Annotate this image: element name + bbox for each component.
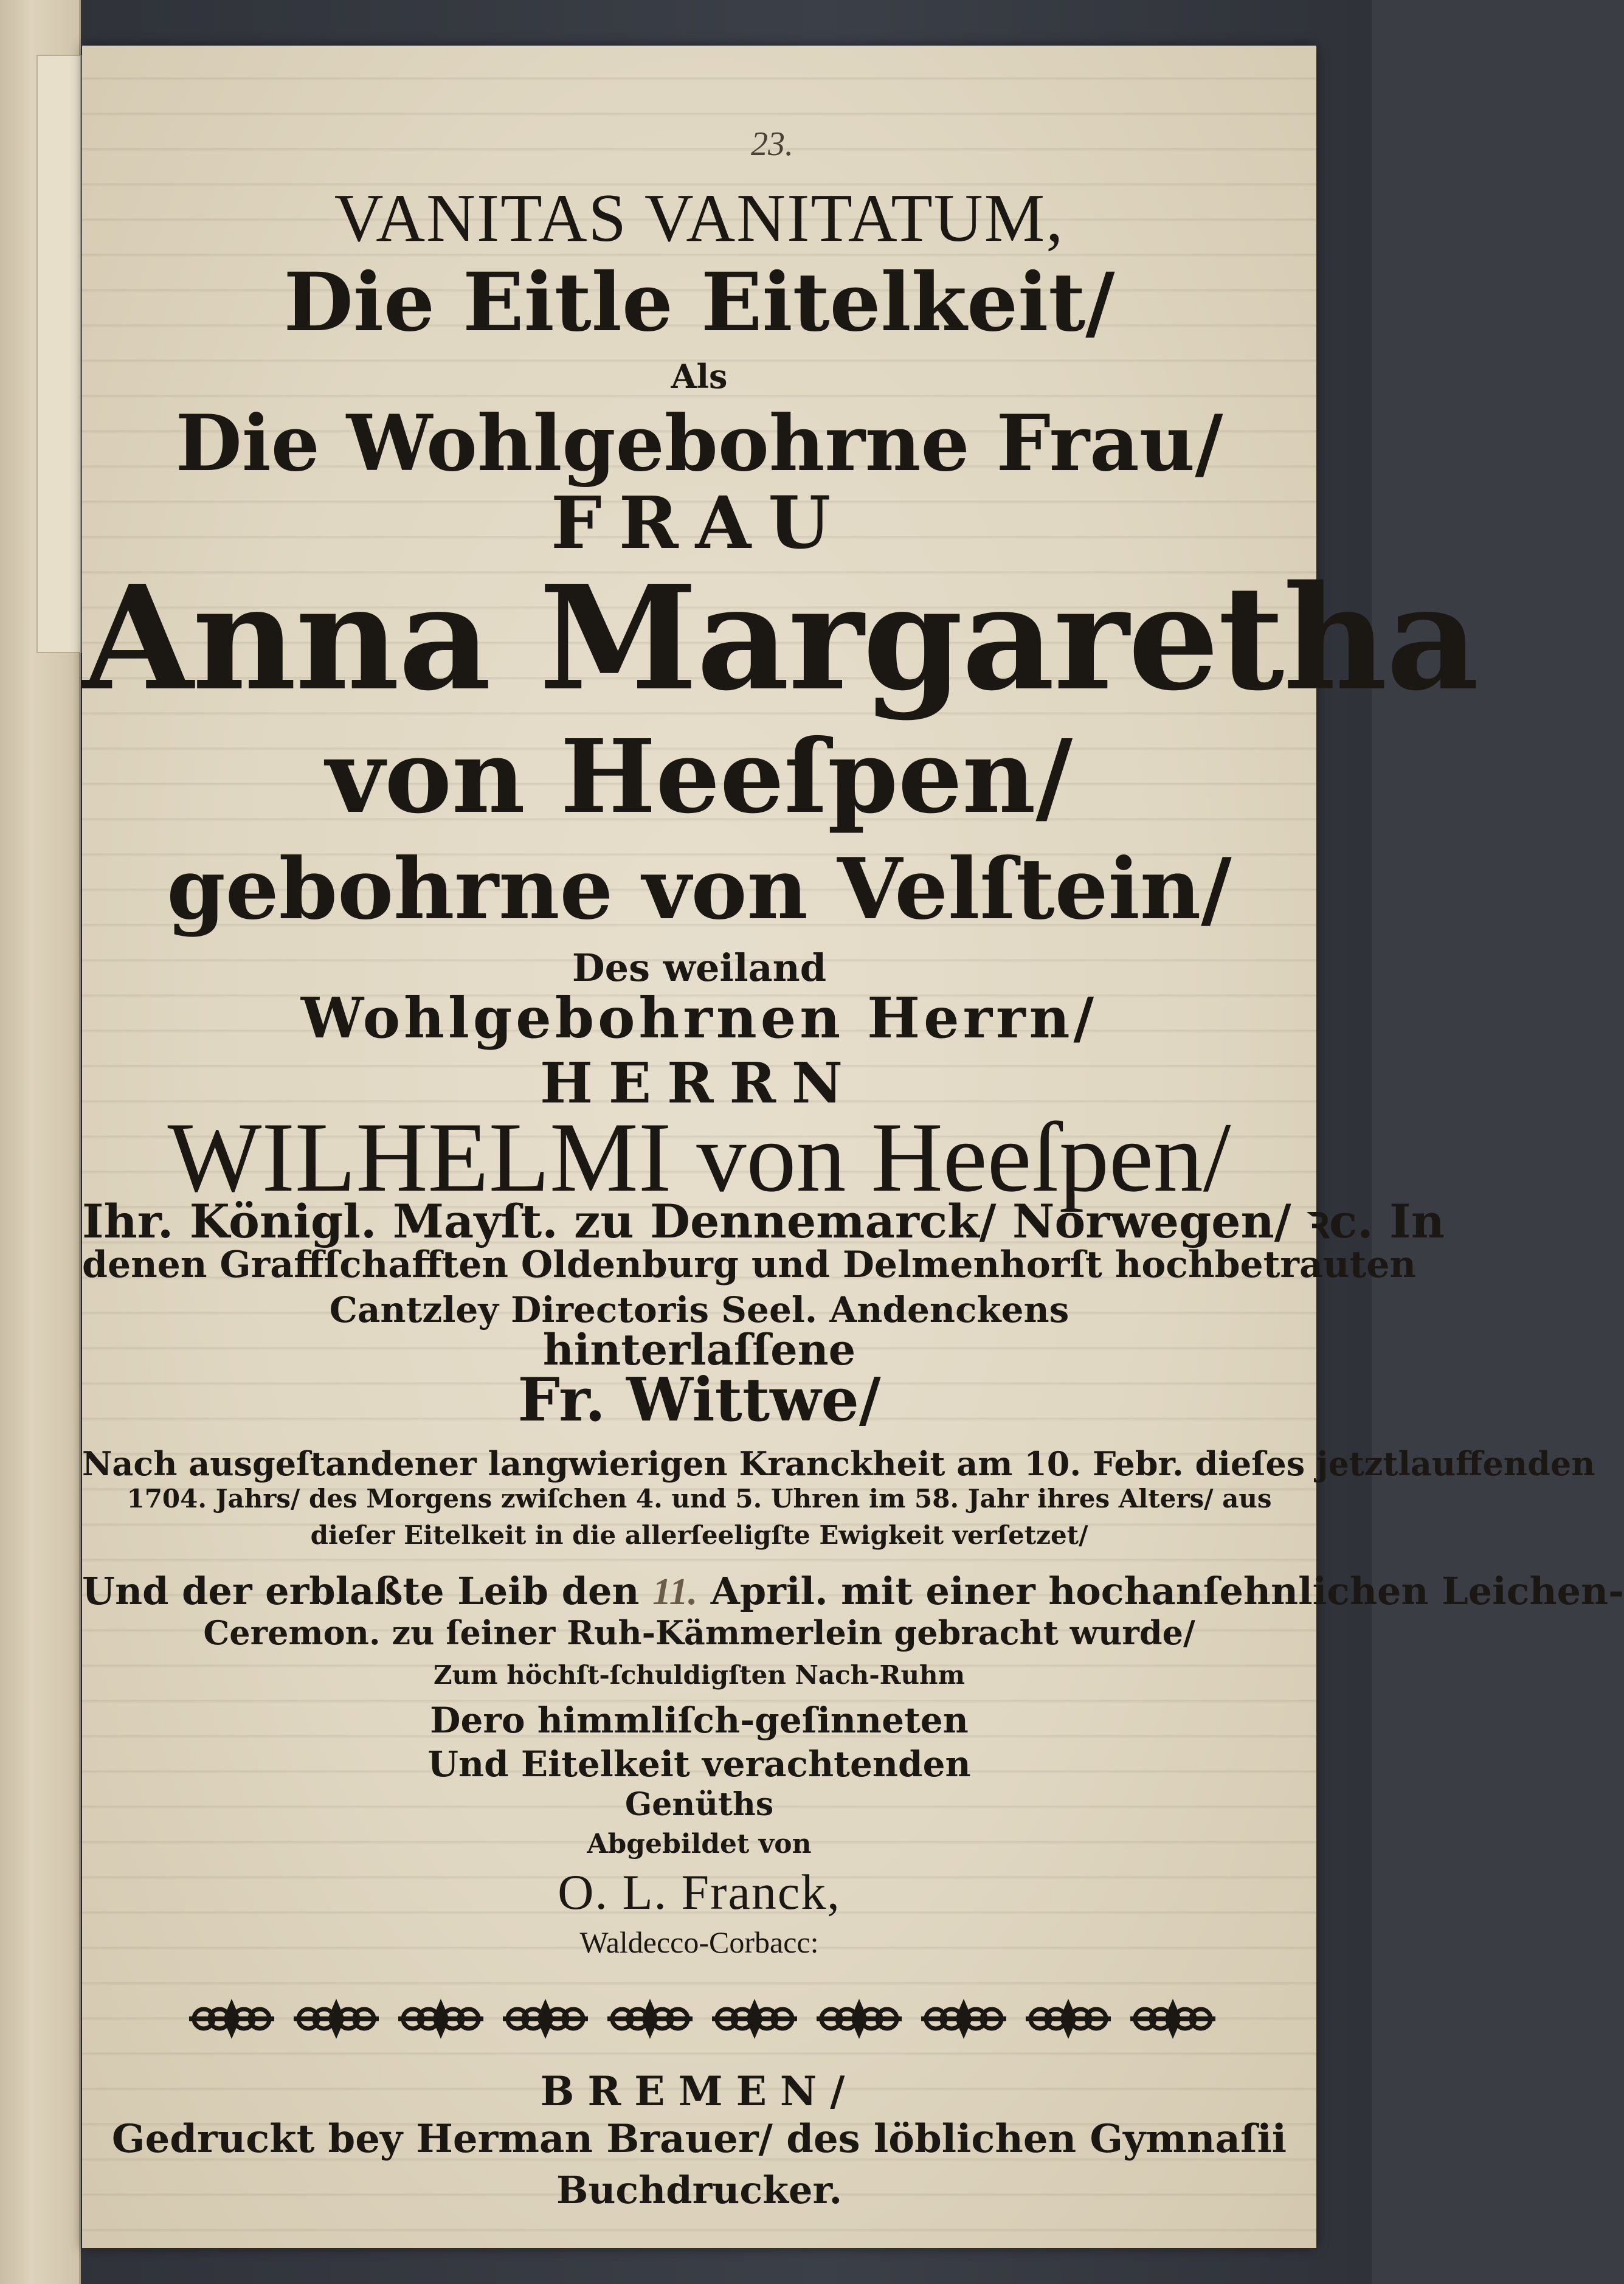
name-anna-margaretha: Anna Margaretha	[82, 553, 1478, 722]
text-grafschaften: denen Graffſchafften Oldenburg und Delmenhorſt hochbetrauten	[82, 1244, 1417, 1286]
book-spine-edge	[0, 0, 81, 2284]
folio-number: 23.	[751, 125, 793, 163]
ornament-unit	[712, 1999, 797, 2039]
name-gebohrne-von-velstein: gebohrne von Velſtein/	[167, 839, 1232, 938]
text-genueths: Genüths	[624, 1786, 774, 1823]
author-name: O. L. Franck,	[558, 1864, 841, 1920]
name-von-heespen: von Heeſpen/	[325, 718, 1073, 836]
title-page	[82, 46, 1624, 2248]
ornament-unit	[1130, 1999, 1215, 2039]
text-kranckheit: Nach ausgeſtandener langwierigen Kranckheit am 10. Febr. dieſes jetztlauffenden	[82, 1444, 1595, 1483]
text-herrn-caps: HERRN	[539, 1050, 859, 1116]
text-1704-jahrs: 1704. Jahrs/ des Morgens zwiſchen 4. und 5. Uhren im 58. Jahr ihres Alters/ aus	[126, 1484, 1272, 1514]
text-wohlgebohrnen-herrn: Wohlgebohrnen Herrn/	[300, 985, 1098, 1051]
ornament-unit	[189, 1999, 274, 2039]
text-hinterlassene: hinterlaſſene	[542, 1324, 856, 1375]
text-frau-caps: FRAU	[550, 480, 848, 565]
author-origin: Waldecco-Corbacc:	[579, 1925, 819, 1959]
ornament-unit	[921, 1999, 1006, 2039]
imprint-printer: Gedruckt bey Herman Brauer/ des löblichen Gymnaſii	[111, 2116, 1287, 2162]
text-erblasste-leib	[82, 1569, 1624, 1614]
text-himmlisch-gesinneten: Dero himmliſch-geſinneten	[430, 1700, 969, 1741]
text-erblasste-leib-start: Und der erblaßte Leib den	[82, 1569, 640, 1613]
text-fr-wittwe: Fr. Wittwe/	[517, 1365, 881, 1435]
text-als: Als	[671, 357, 728, 396]
printers-ornament-rule	[179, 1992, 1225, 2046]
text-wohlgebohrne-frau: Die Wohlgebohrne Frau/	[175, 398, 1223, 488]
text-erblasste-leib-end: April. mit einer hochanſehnlichen Leichen-	[710, 1569, 1624, 1613]
ornament-unit	[1026, 1999, 1111, 2039]
spine-paper-strip	[36, 55, 81, 653]
handwritten-date: 11.	[652, 1571, 698, 1613]
text-des-weiland: Des weiland	[572, 946, 827, 990]
ornament-unit	[398, 1999, 483, 2039]
text-cantzley-directoris: Cantzley Directoris Seel. Andenckens	[329, 1289, 1069, 1331]
text-nach-ruhm: Zum höchſt-ſchuldigſten Nach-Ruhm	[433, 1660, 966, 1690]
title-german: Die Eitle Eitelkeit/	[283, 255, 1115, 350]
ornament-unit	[294, 1999, 379, 2039]
name-wilhelmi-von-heespen: WILHELMI von Heeſpen/	[167, 1102, 1231, 1213]
ornament-unit	[817, 1999, 902, 2039]
text-eitelkeit-ewigkeit: dieſer Eitelkeit in die allerſeeligſte Ewigkeit verſetzet/	[310, 1520, 1088, 1550]
text-koenigl-mayst: Ihr. Königl. Mayſt. zu Dennemarck/ Norwegen/ ꝛc. In	[82, 1194, 1445, 1248]
imprint-bremen: BREMEN/	[540, 2068, 859, 2115]
title-latin: VANITAS VANITATUM,	[334, 181, 1065, 256]
text-ceremon: Ceremon. zu ſeiner Ruh-Kämmerlein gebracht wurde/	[203, 1613, 1195, 1652]
ornament-unit	[503, 1999, 588, 2039]
ornament-unit	[607, 1999, 693, 2039]
text-abgebildet-von: Abgebildet von	[587, 1829, 812, 1860]
imprint-buchdrucker: Buchdrucker.	[556, 2168, 843, 2212]
text-eitelkeit-verachtenden: Und Eitelkeit verachtenden	[427, 1743, 971, 1785]
